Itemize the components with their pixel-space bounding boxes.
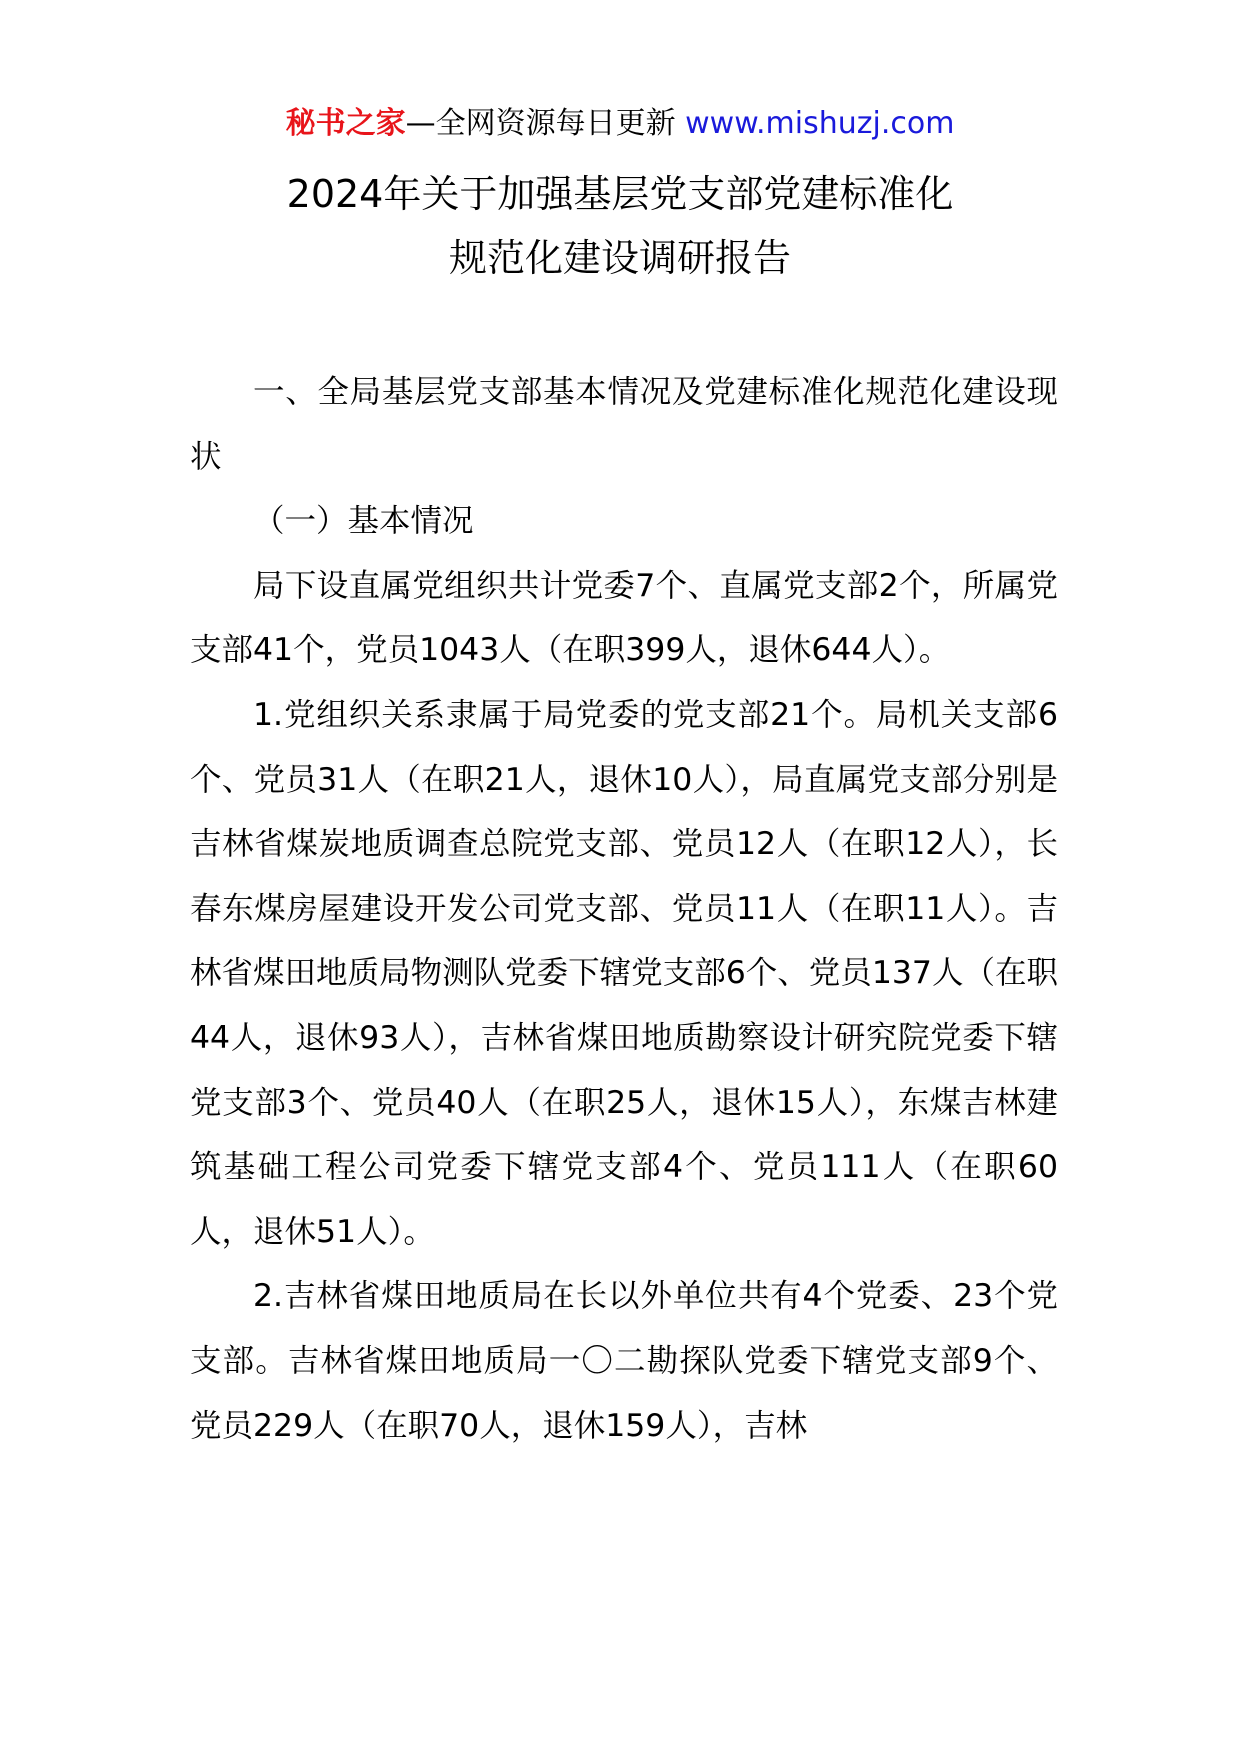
site-watermark-header xyxy=(0,104,1240,144)
document-body xyxy=(190,360,1058,1458)
section-heading: 一、全局基层党支部基本情况及党建标准化规范化建设现状 xyxy=(190,374,1058,475)
body-paragraph: 局下设直属党组织共计党委7个、直属党支部2个，所属党支部41个，党员1043人（在职399人，退休644人）。 xyxy=(190,567,1058,669)
subsection-heading: （一）基本情况 xyxy=(253,503,474,540)
document-title-line-2: 规范化建设调研报告 xyxy=(448,236,791,280)
body-paragraph: 1.党组织关系隶属于局党委的党支部21个。局机关支部6个、党员31人（在职21人，退休10人），局直属党支部分别是吉林省煤炭地质调查总院党支部、党员12人（在职12人），长春东煤房屋建设开发公司党支部、党员11人（在职11人）。吉林省煤田地质局物测队党委下辖党支部6个、党员137人（在职44人，退休93人），吉林省煤田地质勘察设计研究院党委下辖党支部3个、党员40人（在职25人，退休15人），东煤吉林建筑基础工程公司党委下辖党支部4个、党员111人（在职60人，退休51人）。 xyxy=(190,696,1058,1250)
brand-name: 秘书之家 xyxy=(285,106,406,141)
site-url-link[interactable]: www.mishuzj.com xyxy=(685,106,955,141)
body-paragraph: 2.吉林省煤田地质局在长以外单位共有4个党委、23个党支部。吉林省煤田地质局一〇二勘探队党委下辖党支部9个、党员229人（在职70人，退休159人），吉林 xyxy=(190,1278,1058,1444)
document-title-line-1: 2024年关于加强基层党支部党建标准化 xyxy=(286,172,954,216)
slogan-text: —全网资源每日更新 xyxy=(405,106,686,141)
